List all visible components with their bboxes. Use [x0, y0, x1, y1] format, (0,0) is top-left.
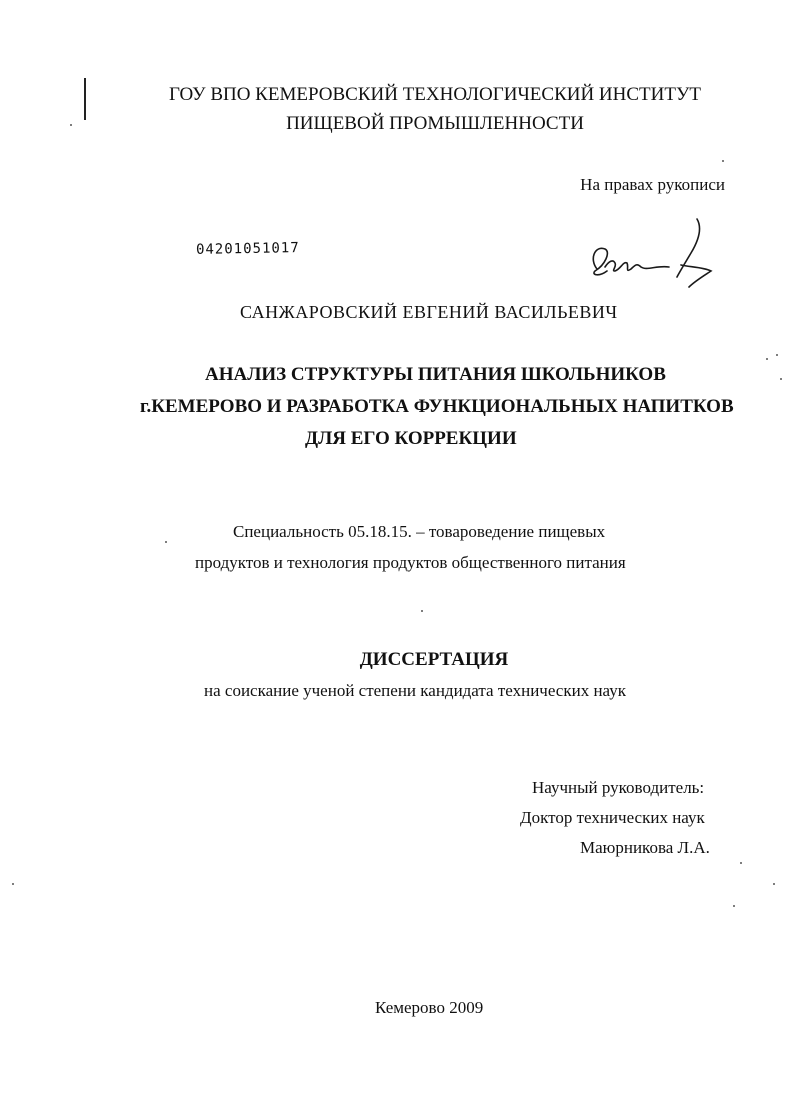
degree-statement: на соискание ученой степени кандидата технических наук — [204, 681, 627, 700]
place-and-year: Кемерово 2009 — [375, 998, 484, 1017]
author-name: САНЖАРОВСКИЙ ЕВГЕНИЙ ВАСИЛЬЕВИЧ — [240, 302, 618, 322]
scan-speck — [70, 124, 72, 126]
advisor-degree: Доктор технических наук — [520, 808, 705, 827]
manuscript-rights-note: На правах рукописи — [580, 175, 725, 194]
document-number-stamp: 04201051017 — [195, 240, 300, 258]
dissertation-title-line-1: АНАЛИЗ СТРУКТУРЫ ПИТАНИЯ ШКОЛЬНИКОВ — [205, 364, 666, 385]
specialty-line-2: продуктов и технология продуктов общественного питания — [195, 553, 626, 572]
advisor-label: Научный руководитель: — [532, 778, 705, 797]
scan-speck — [766, 358, 768, 360]
advisor-name: Маюрникова Л.А. — [580, 838, 710, 857]
scan-speck — [740, 862, 742, 864]
scan-speck — [165, 541, 167, 543]
scan-margin-mark — [84, 78, 86, 120]
scan-speck — [780, 378, 782, 380]
institute-name-line-2: ПИЩЕВОЙ ПРОМЫШЛЕННОСТИ — [286, 113, 584, 134]
scan-speck — [773, 883, 775, 885]
specialty-line-1: Специальность 05.18.15. – товароведение пищевых — [233, 522, 606, 541]
institute-name-line-1: ГОУ ВПО КЕМЕРОВСКИЙ ТЕХНОЛОГИЧЕСКИЙ ИНСТИТУТ — [168, 84, 702, 105]
author-signature-icon — [585, 215, 720, 290]
dissertation-title-line-2: г.КЕМЕРОВО И РАЗРАБОТКА ФУНКЦИОНАЛЬНЫХ НАПИТКОВ — [140, 396, 734, 417]
scan-speck — [12, 883, 14, 885]
scan-speck — [421, 610, 423, 612]
scan-speck — [722, 160, 724, 162]
scan-speck — [776, 354, 778, 356]
dissertation-title-line-3: ДЛЯ ЕГО КОРРЕКЦИИ — [305, 428, 517, 449]
scan-speck — [733, 905, 735, 907]
document-type-heading: ДИССЕРТАЦИЯ — [359, 649, 509, 670]
